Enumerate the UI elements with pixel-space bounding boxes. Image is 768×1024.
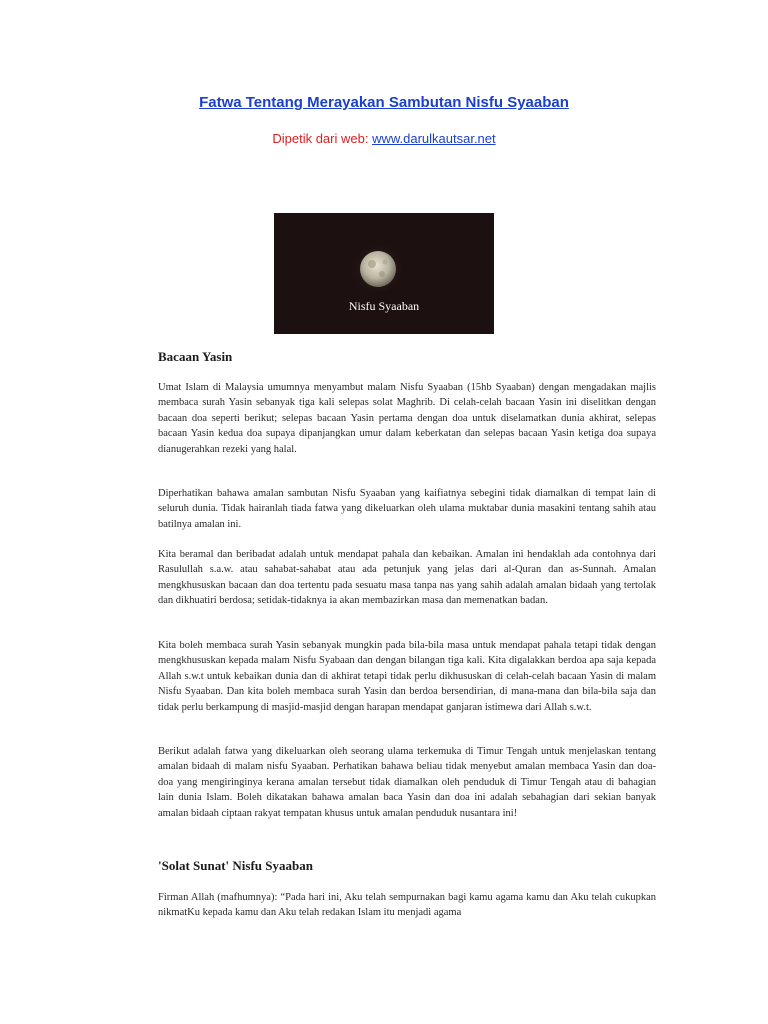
paragraph: Kita boleh membaca surah Yasin sebanyak mungkin pada bila-bila masa untuk mendapat pahala tetapi tidak dengan mengkhususkan kepada malam Nisfu Syabaan dan dengan bilangan tiga kali. Kita digalakkan berdoa apa saja kepada Allah s.w.t untuk kebaikan dunia dan di akhirat tetapi tidak perlu dikhususkan di celah-celah bacaan Yasin di malam Nisfu Syaaban. Dan kita boleh membaca surah Yasin dan berdoa bersendirian, di mana-mana dan bila-bila saja dan tidak perlu berkampung di masjid-masjid dengan harapan mendapat ganjaran istimewa dari Allah s.w.t. [158, 640, 656, 713]
section-heading-bacaan-yasin: Bacaan Yasin [158, 349, 233, 364]
source-label: Dipetik dari web: [272, 131, 373, 146]
nisfu-syaaban-image [274, 213, 494, 334]
document-title[interactable]: Fatwa Tentang Merayakan Sambutan Nisfu Syaaban [199, 94, 569, 111]
moon-icon [274, 213, 494, 334]
source-line [0, 131, 768, 146]
image-caption: Nisfu Syaaban [348, 299, 420, 313]
source-link[interactable]: www.darulkautsar.net [372, 131, 496, 146]
paragraph: Diperhatikan bahawa amalan sambutan Nisfu Syaaban yang kaifiatnya sebegini tidak diamalkan di tempat lain di seluruh dunia. Tidak hairanlah tiada fatwa yang dikeluarkan oleh ulama muktabar dunia masakini tentang sahih atau batilnya amalan ini. [158, 488, 656, 530]
paragraph: Umat Islam di Malaysia umumnya menyambut malam Nisfu Syaaban (15hb Syaaban) dengan mengadakan majlis membaca surah Yasin sebanyak tiga kali selepas solat Maghrib. Di celah-celah bacaan Yasin ini diselitkan dengan bacaan doa seperti berikut; selepas bacaan Yasin pertama dengan doa untuk diselamatkan dunia akhirat, selepas bacaan Yasin kedua doa supaya dipanjangkan umur dalam keberkatan dan selepas bacaan Yasin ketiga doa supaya dianugerahkan rezeki yang halal. [158, 382, 656, 455]
section-heading-solat-sunat: 'Solat Sunat' Nisfu Syaaban [158, 858, 313, 873]
paragraph: Firman Allah (mafhumnya): “Pada hari ini, Aku telah sempurnakan bagi kamu agama kamu dan Aku telah cukupkan nikmatKu kepada kamu dan Aku telah redakan Islam itu menjadi agama [158, 892, 656, 919]
paragraph: Berikut adalah fatwa yang dikeluarkan oleh seorang ulama terkemuka di Timur Tengah untuk menjelaskan tentang amalan bidaah di malam nisfu Syaaban. Perhatikan bahawa beliau tidak menyebut amalan membaca Yasin dan doa-doa yang mengiringinya kerana amalan tersebut tidak diamalkan oleh penduduk di Timur Tengah atau di bahagian lain dunia Islam. Boleh dikatakan bahawa amalan baca Yasin dan doa ini adalah sebahagian dari sekian banyak amalan bidaah ciptaan rakyat tempatan khusus untuk amalan penduduk nusantara ini! [158, 746, 656, 819]
paragraph: Kita beramal dan beribadat adalah untuk mendapat pahala dan kebaikan. Amalan ini hendaklah ada contohnya dari Rasulullah s.a.w. atau sahabat-sahabat atau ada petunjuk yang jelas dari al-Quran dan as-Sunnah. Amalan mengkhususkan bacaan dan doa tertentu pada sesuatu masa tanpa nas yang sahih adalah amalan bidaah yang tertolak dan dikhuatiri berdosa; setidak-tidaknya ia akan membazirkan masa dan memenatkan badan. [158, 549, 656, 607]
